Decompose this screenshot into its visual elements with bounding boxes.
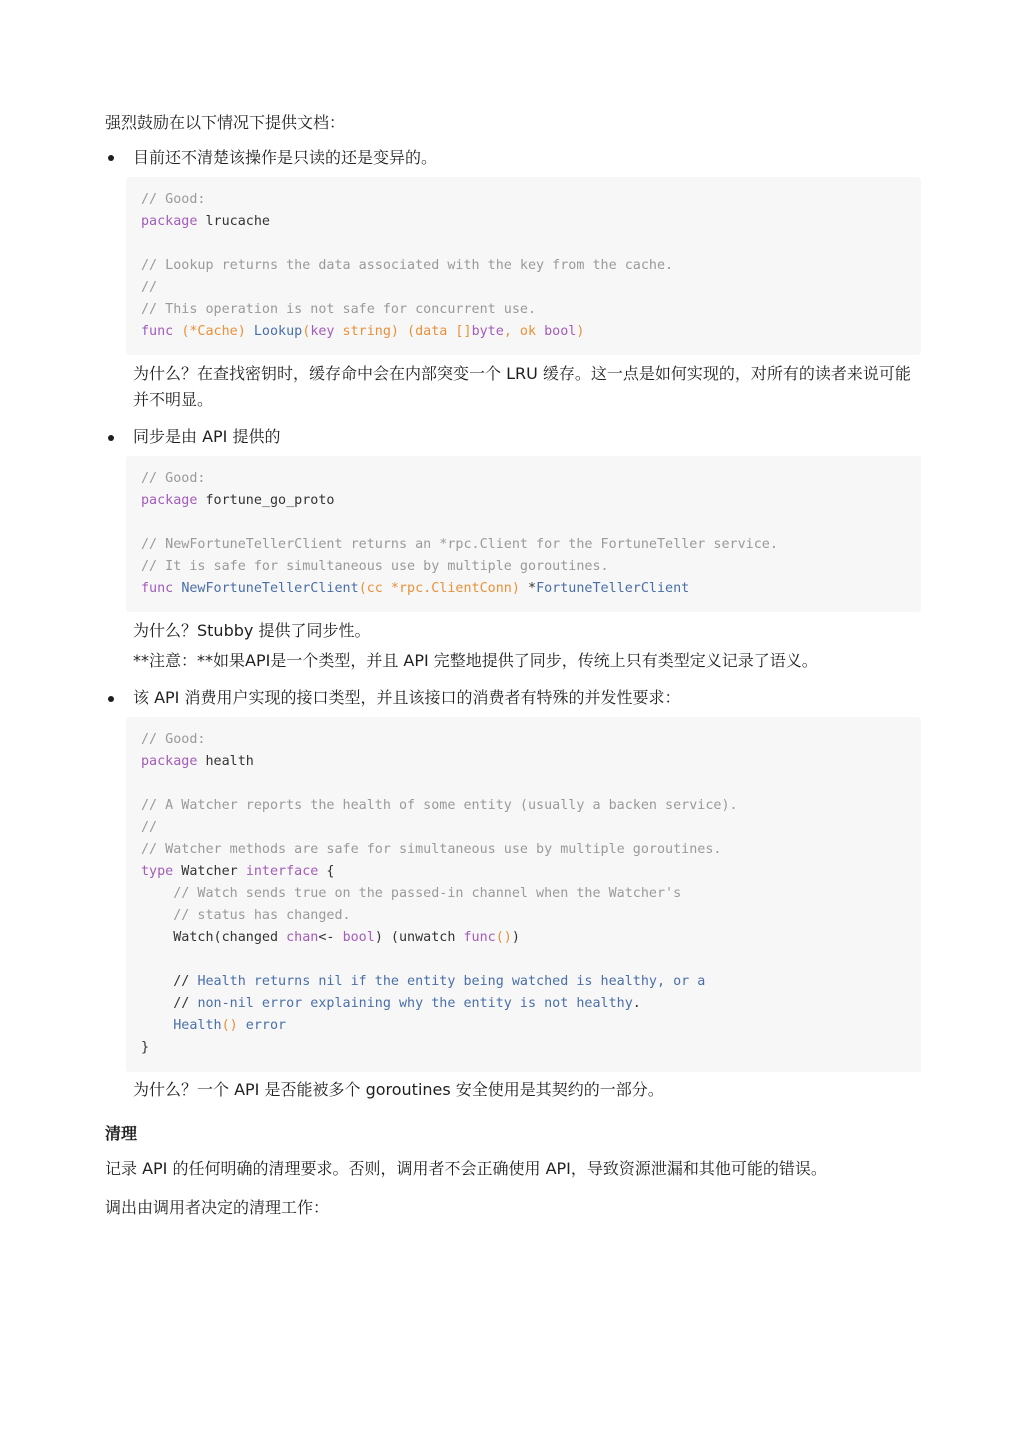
code-line: // It is safe for simultaneous use by multiple goroutines. bbox=[141, 559, 609, 574]
section-heading-cleanup: 清理 bbox=[105, 1124, 138, 1143]
code-line: // status has changed. bbox=[141, 908, 351, 923]
code-line: // This operation is not safe for concurrent use. bbox=[141, 302, 537, 317]
item-2-why: 为什么？Stubby 提供了同步性。 bbox=[133, 621, 371, 640]
code-line: // Good: bbox=[141, 192, 206, 207]
item-2-title: 同步是由 API 提供的 bbox=[133, 427, 281, 446]
bullet-dot bbox=[108, 696, 114, 702]
item-3-why: 为什么？一个 API 是否能被多个 goroutines 安全使用是其契约的一部分。 bbox=[133, 1080, 664, 1099]
code-block-lrucache bbox=[126, 177, 921, 355]
code-line: type Watcher interface { bbox=[141, 864, 335, 879]
code-line: Watch(changed chan<- bool) (unwatch func()) bbox=[141, 930, 520, 945]
code-line: // Good: bbox=[141, 471, 206, 486]
code-line bbox=[141, 773, 149, 795]
item-1-title: 目前还不清楚该操作是只读的还是变异的。 bbox=[133, 148, 438, 167]
item-2-note: **注意：**如果API是一个类型，并且 API 完整地提供了同步，传统上只有类型定义记录了语义。 bbox=[133, 651, 818, 670]
code-line: Health() error bbox=[141, 1018, 287, 1033]
intro-paragraph: 强烈鼓励在以下情况下提供文档： bbox=[105, 113, 346, 132]
code-line bbox=[141, 233, 149, 255]
code-line: // bbox=[141, 280, 158, 295]
code-line: // Watch sends true on the passed-in channel when the Watcher's bbox=[141, 886, 682, 901]
cleanup-paragraph-2: 调出由调用者决定的清理工作： bbox=[105, 1198, 330, 1217]
code-block-health bbox=[126, 717, 921, 1072]
code-line: package health bbox=[141, 754, 254, 769]
code-line bbox=[141, 949, 149, 971]
code-line: // bbox=[141, 820, 158, 835]
code-line: // NewFortuneTellerClient returns an *rpc.Client for the FortuneTeller service. bbox=[141, 537, 778, 552]
code-block-fortune bbox=[126, 456, 921, 612]
code-line: // Health returns nil if the entity being watched is healthy, or a bbox=[141, 974, 706, 989]
code-line: func NewFortuneTellerClient(cc *rpc.ClientConn) *FortuneTellerClient bbox=[141, 581, 690, 596]
code-line: } bbox=[141, 1040, 150, 1055]
code-line: // A Watcher reports the health of some entity (usually a backen service). bbox=[141, 798, 738, 813]
bullet-dot bbox=[108, 435, 114, 441]
code-line bbox=[141, 512, 149, 534]
item-1-why: 为什么？在查找密钥时，缓存命中会在内部突变一个 LRU 缓存。这一点是如何实现的，对所有的读者来说可能并不明显。 bbox=[133, 364, 911, 409]
code-line: package fortune_go_proto bbox=[141, 493, 335, 508]
code-line: // Lookup returns the data associated with the key from the cache. bbox=[141, 258, 674, 273]
code-line: // Watcher methods are safe for simultaneous use by multiple goroutines. bbox=[141, 842, 722, 857]
code-line: func (*Cache) Lookup(key string) (data []byte, ok bool) bbox=[141, 324, 585, 339]
item-3-title: 该 API 消费用户实现的接口类型，并且该接口的消费者有特殊的并发性要求： bbox=[133, 688, 681, 707]
code-line: // non-nil error explaining why the entity is not healthy. bbox=[141, 996, 641, 1011]
code-line: package lrucache bbox=[141, 214, 270, 229]
code-line: // Good: bbox=[141, 732, 206, 747]
bullet-dot bbox=[108, 155, 114, 161]
cleanup-paragraph: 记录 API 的任何明确的清理要求。否则，调用者不会正确使用 API，导致资源泄漏和其他可能的错误。 bbox=[105, 1159, 827, 1178]
